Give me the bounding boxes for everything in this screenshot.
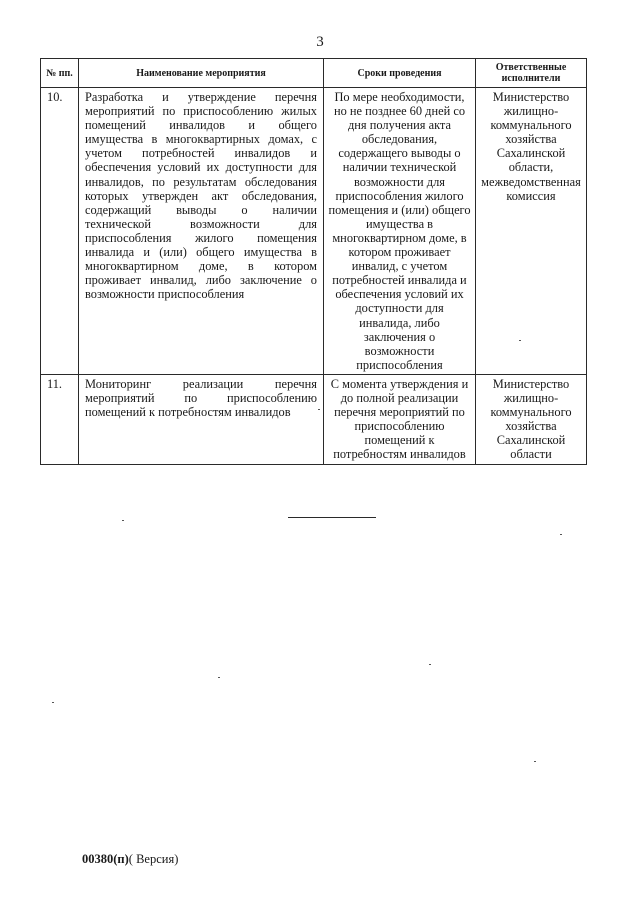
table-row xyxy=(41,88,587,375)
row-terms: С момента утверждения и до полной реализации перечня мероприятий по приспособлению помещений к потребностям инвалидов xyxy=(324,374,476,464)
scan-speck xyxy=(560,534,562,535)
scan-speck xyxy=(122,520,124,521)
row-responsible: Министерство жилищно-коммунального хозяйства Сахалинской области xyxy=(476,374,587,464)
measures-table xyxy=(40,58,587,465)
row-num: 10. xyxy=(41,88,79,375)
scan-speck xyxy=(52,702,54,703)
row-name: Разработка и утверждение перечня мероприятий по приспособлению жилых помещений инвалидов и общего имущества в многоквартирных домах, с учетом потребностей инвалидов и обеспечения условий их доступности для инвалидов, по результатам обследования которых утвержден акт обследования, содержащий выводы о наличии технической возможности для приспособления жилого помещения инвалида и (или) общего имущества в многоквартирном доме, в котором проживает инвалид, либо заключение о возможности приспособления xyxy=(79,88,324,375)
scan-speck xyxy=(519,340,521,341)
footer-version: ( Версия) xyxy=(128,852,179,866)
footer-code: 00380(п) xyxy=(82,852,129,866)
header-num: № пп. xyxy=(41,59,79,88)
row-terms: По мере необходимости, но не позднее 60 дней со дня получения акта обследования, содержащего выводы о наличии технической возможности для приспособления жилого помещения и (или) общего имущества в многоквартирном доме, в котором проживает инвалид, с учетом потребностей инвалида и обеспечения условий их доступности для инвалида, либо заключения о возможности приспособления xyxy=(324,88,476,375)
table-row xyxy=(41,374,587,464)
scan-speck xyxy=(534,761,536,762)
document-footer xyxy=(82,852,178,867)
scan-speck xyxy=(218,677,220,678)
closing-divider xyxy=(288,517,376,518)
page-number: 3 xyxy=(316,34,324,50)
header-name: Наименование мероприятия xyxy=(79,59,324,88)
row-name: Мониторинг реализации перечня мероприятий по приспособлению помещений к потребностям инвалидов xyxy=(79,374,324,464)
row-responsible: Министерство жилищно-коммунального хозяйства Сахалинской области, межведомственная комиссия xyxy=(476,88,587,375)
scan-speck xyxy=(318,409,320,410)
header-responsible: Ответственные исполнители xyxy=(476,59,587,88)
table-header-row xyxy=(41,59,587,88)
row-num: 11. xyxy=(41,374,79,464)
header-terms: Сроки проведения xyxy=(324,59,476,88)
scan-speck xyxy=(429,664,431,665)
